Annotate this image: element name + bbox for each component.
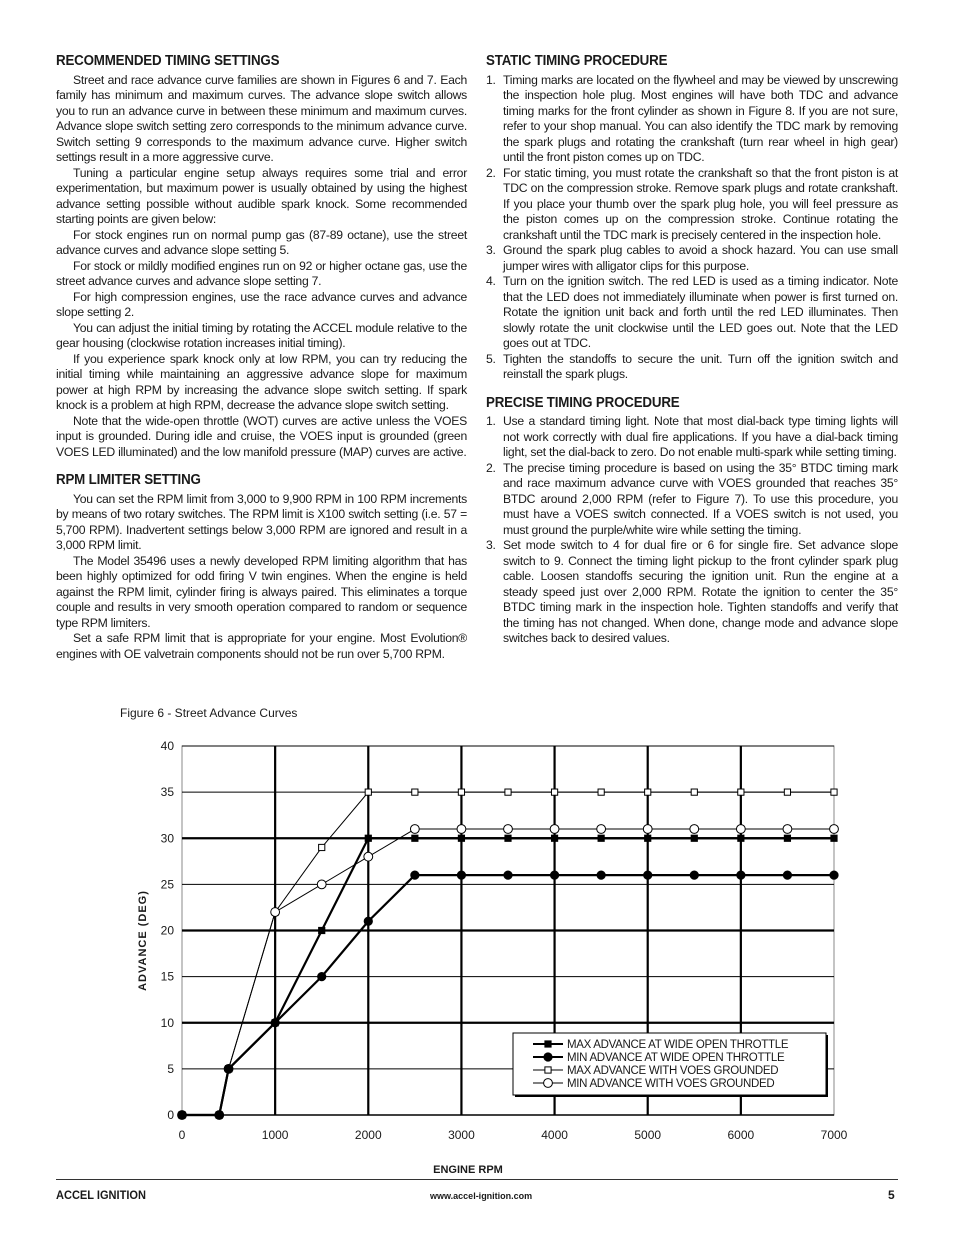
list-number: 2. [486, 460, 496, 475]
list-number: 3. [486, 538, 496, 552]
data-point [597, 825, 606, 834]
figure-caption: Figure 6 - Street Advance Curves [120, 706, 298, 720]
left-column [56, 54, 467, 675]
data-point [690, 825, 699, 834]
data-point [215, 1110, 224, 1119]
list-text: Set mode switch to 4 for dual fire or 6 for single fire. Set advance slope switch to 9. Connect the timing light pickup to the front cylinder spark plug cable. Loosen standoffs securing the ignition unit. Run the engine at a steady speed just over 2,000 RPM. Rotate the ignition to center the 35° BTDC timing mark in the inspection hole. Tighten standoffs and verify that the timing has not changed. When done, change mode and advance slope switches back to desired values. [503, 538, 898, 645]
data-point [598, 835, 605, 842]
paragraph: For stock engines run on normal pump gas (87-89 octane), use the street advance curves and advance slope setting 5. [56, 227, 467, 257]
data-point [317, 880, 326, 889]
list-item [486, 243, 898, 274]
legend-label: MAX ADVANCE AT WIDE OPEN THROTTLE [567, 1039, 789, 1051]
paragraph: For stock or mildly modified engines run on 92 or higher octane gas, use the street advance curves and advance slope setting 7. [56, 258, 467, 288]
data-point [365, 789, 371, 795]
data-point [551, 789, 557, 795]
data-point [458, 835, 465, 842]
footer-rule [56, 1179, 898, 1180]
legend-marker [544, 1079, 553, 1088]
data-point [458, 789, 464, 795]
list-text: For static timing, you must rotate the crankshaft so that the front piston is at TDC on the compression stroke. Remove spark plugs and rotate crankshaft. If you place your thumb over the spark plug hole, you will feel pressure as the piston comes up on the compression stroke. Continue rotating the crankshaft until the TDC mark is precisely centered in the inspection hole. [503, 165, 898, 242]
list-text: Use a standard timing light. Note that most dial-back type timing lights will not work correctly with dual fire applications. If you have a dial-back timing light, set the dial-back to zero. Do not enable multi-spark while setting timing. [503, 414, 898, 459]
list-item [486, 166, 898, 244]
data-point [643, 825, 652, 834]
data-point [783, 825, 792, 834]
list-item [486, 274, 898, 352]
data-point [271, 908, 280, 917]
footer-url: www.accel-ignition.com [430, 1191, 533, 1201]
legend-marker [545, 1067, 551, 1073]
data-point [644, 835, 651, 842]
data-point [736, 871, 745, 880]
section-heading: STATIC TIMING PROCEDURE [486, 53, 668, 69]
x-axis-title: ENGINE RPM [433, 1164, 503, 1175]
data-point [412, 789, 418, 795]
list-text: Ground the spark plug cables to avoid a shock hazard. You can use small jumper wires with alligator clips for this purpose. [503, 243, 898, 273]
x-tick-label: 4000 [541, 1128, 568, 1142]
rpm-limiter-section [56, 473, 467, 662]
y-tick-label: 0 [167, 1108, 174, 1122]
y-tick-label: 35 [160, 785, 174, 800]
x-tick-label: 6000 [727, 1128, 755, 1142]
data-point [504, 835, 511, 842]
data-point [598, 789, 604, 795]
paragraph: Set a safe RPM limit that is appropriate for your engine. Most Evolution® engines with OE valvetrain components should not be run over 5,700 RPM. [56, 631, 467, 661]
data-point [457, 871, 466, 880]
x-tick-label: 7000 [820, 1128, 848, 1142]
data-point [738, 789, 744, 795]
advance-curve-chart [130, 735, 850, 1175]
right-column [486, 54, 898, 660]
data-point [505, 789, 511, 795]
section-heading: PRECISE TIMING PROCEDURE [486, 394, 680, 411]
data-point [645, 789, 651, 795]
list-text: Tighten the standoffs to secure the unit. Turn off the ignition switch and reinstall the spark plugs. [503, 351, 898, 381]
legend-marker [543, 1052, 552, 1061]
section-heading: RPM LIMITER SETTING [56, 472, 201, 488]
y-tick-label: 40 [160, 739, 174, 753]
y-tick-label: 30 [160, 831, 174, 846]
data-point [411, 835, 418, 842]
y-tick-label: 25 [160, 877, 174, 892]
legend-label: MIN ADVANCE WITH VOES GROUNDED [567, 1078, 775, 1090]
data-point [831, 789, 837, 795]
data-point [597, 871, 606, 880]
list-number: 1. [486, 414, 496, 428]
data-point [364, 917, 373, 926]
recommended-timing-section [56, 54, 467, 460]
data-point [504, 825, 513, 834]
data-point [691, 835, 698, 842]
numbered-list [486, 414, 898, 647]
data-point [503, 871, 512, 880]
data-point [457, 825, 466, 834]
data-point [690, 871, 699, 880]
data-point [830, 835, 837, 842]
data-point [551, 835, 558, 842]
data-point [177, 1110, 186, 1119]
y-tick-label: 10 [160, 1015, 174, 1030]
data-point [550, 825, 559, 834]
data-point [224, 1064, 233, 1073]
legend-marker [544, 1040, 551, 1047]
data-point [410, 871, 419, 880]
y-tick-label: 15 [160, 969, 174, 984]
static-timing-section [486, 54, 898, 383]
list-number: 3. [486, 243, 496, 257]
data-point [319, 844, 325, 850]
data-point [365, 835, 372, 842]
list-number: 1. [486, 72, 496, 87]
legend-label: MIN ADVANCE AT WIDE OPEN THROTTLE [567, 1052, 785, 1064]
data-point [736, 825, 745, 834]
list-number: 4. [486, 274, 496, 288]
list-number: 2. [486, 165, 496, 180]
x-tick-label: 5000 [634, 1128, 662, 1142]
y-tick-label: 5 [167, 1061, 174, 1076]
data-point [829, 871, 838, 880]
list-item [486, 414, 898, 461]
data-point [410, 825, 419, 834]
data-point [691, 789, 697, 795]
data-point [784, 789, 790, 795]
page-number: 5 [888, 1188, 895, 1202]
y-axis-title: ADVANCE (DEG) [137, 890, 149, 991]
legend-label: MAX ADVANCE WITH VOES GROUNDED [567, 1065, 779, 1077]
list-item [486, 73, 898, 166]
data-point [784, 835, 791, 842]
data-point [318, 927, 325, 934]
list-number: 5. [486, 351, 496, 366]
section-heading: RECOMMENDED TIMING SETTINGS [56, 53, 280, 69]
data-point [643, 871, 652, 880]
paragraph: Tuning a particular engine setup always requires some trial and error experimentation, but maximum power is usually obtained by using the highest advance setting possible without audible spark knock. Some recommended starting points are given below: [56, 165, 467, 226]
x-tick-label: 2000 [354, 1128, 382, 1142]
x-tick-label: 0 [178, 1128, 186, 1142]
data-point [271, 1018, 280, 1027]
data-point [317, 972, 326, 981]
paragraph: For high compression engines, use the race advance curves and advance slope setting 2. [56, 289, 467, 319]
paragraph: If you experience spark knock only at low RPM, you can try reducing the initial timing while maintaining an aggressive advance slope for maximum power at high RPM by increasing the advance slope switch setting. If spark knock is a problem at high RPM, decrease the advance slope switch setting. [56, 351, 467, 412]
paragraph: Street and race advance curve families are shown in Figures 6 and 7. Each family has minimum and maximum curves. The advance slope switch allows you to run an advance curve in between these minimum and maximum curves. Advance slope switch setting zero corresponds to the minimum advance curve. Switch setting 9 corresponds to the maximum advance curve. Higher switch settings result in a more aggressive curve. [56, 72, 467, 164]
x-tick-label: 3000 [448, 1128, 475, 1142]
precise-timing-section [486, 396, 898, 647]
list-text: Timing marks are located on the flywheel and may be viewed by unscrewing the inspection hole plug. Most engines will have both TDC and advance timing marks for the front cylinder as shown in Figure 8. If you are not sure, refer to your shop manual. You can also identify the TDC mark by removing the spark plugs and rotating the crankshaft (turn rear wheel in high gear) until the front piston comes up on TDC. [503, 72, 898, 164]
x-tick-label: 1000 [261, 1128, 289, 1142]
data-point [737, 835, 744, 842]
list-item [486, 461, 898, 539]
list-item [486, 352, 898, 383]
list-text: The precise timing procedure is based on using the 35° BTDC timing mark and race maximum advance curve with VOES grounded that reaches 35° BTDC around 2,000 RPM (refer to Figure 7). To use this procedure, you must have a VOES switch connected. If a VOES switch is not used, you must ground the purple/white wire while setting the timing. [503, 460, 898, 537]
data-point [550, 871, 559, 880]
data-point [830, 825, 839, 834]
paragraph: The Model 35496 uses a newly developed RPM limiting algorithm that has been highly optimized for odd firing V twin engines. When the engine is held against the RPM limit, cylinder firing is always paired. This eliminates a torque couple and results in very smooth operation compared to random or sequence type RPM limiters. [56, 553, 467, 630]
data-point [364, 852, 373, 861]
paragraph: You can set the RPM limit from 3,000 to 9,900 RPM in 100 RPM increments by means of two rotary switches. The RPM limit is X100 switch setting (i.e. 57 = 5,700 RPM). Inadvertent settings below 3,000 RPM are ignored and result in a 3,000 RPM limit. [56, 491, 467, 552]
data-point [783, 871, 792, 880]
paragraph: You can adjust the initial timing by rotating the ACCEL module relative to the gear housing (clockwise rotation increases initial timing). [56, 320, 467, 350]
list-text: Turn on the ignition switch. The red LED is used as a timing indicator. Note that the LED does not immediately illuminate when power is first turned on. Rotate the ignition unit back and forth until the red LED illuminates. Then slowly rotate the unit clockwise until the LED goes out. Note that the LED goes out at TDC. [503, 274, 898, 350]
y-tick-label: 20 [160, 923, 174, 938]
numbered-list [486, 73, 898, 383]
paragraph: Note that the wide-open throttle (WOT) curves are active unless the VOES input is grounded. During idle and cruise, the VOES input is grounded (green VOES LED illuminated) and the low manifold pressure (MAP) curves are active. [56, 413, 467, 459]
list-item [486, 538, 898, 647]
footer-brand: ACCEL IGNITION [56, 1188, 146, 1202]
